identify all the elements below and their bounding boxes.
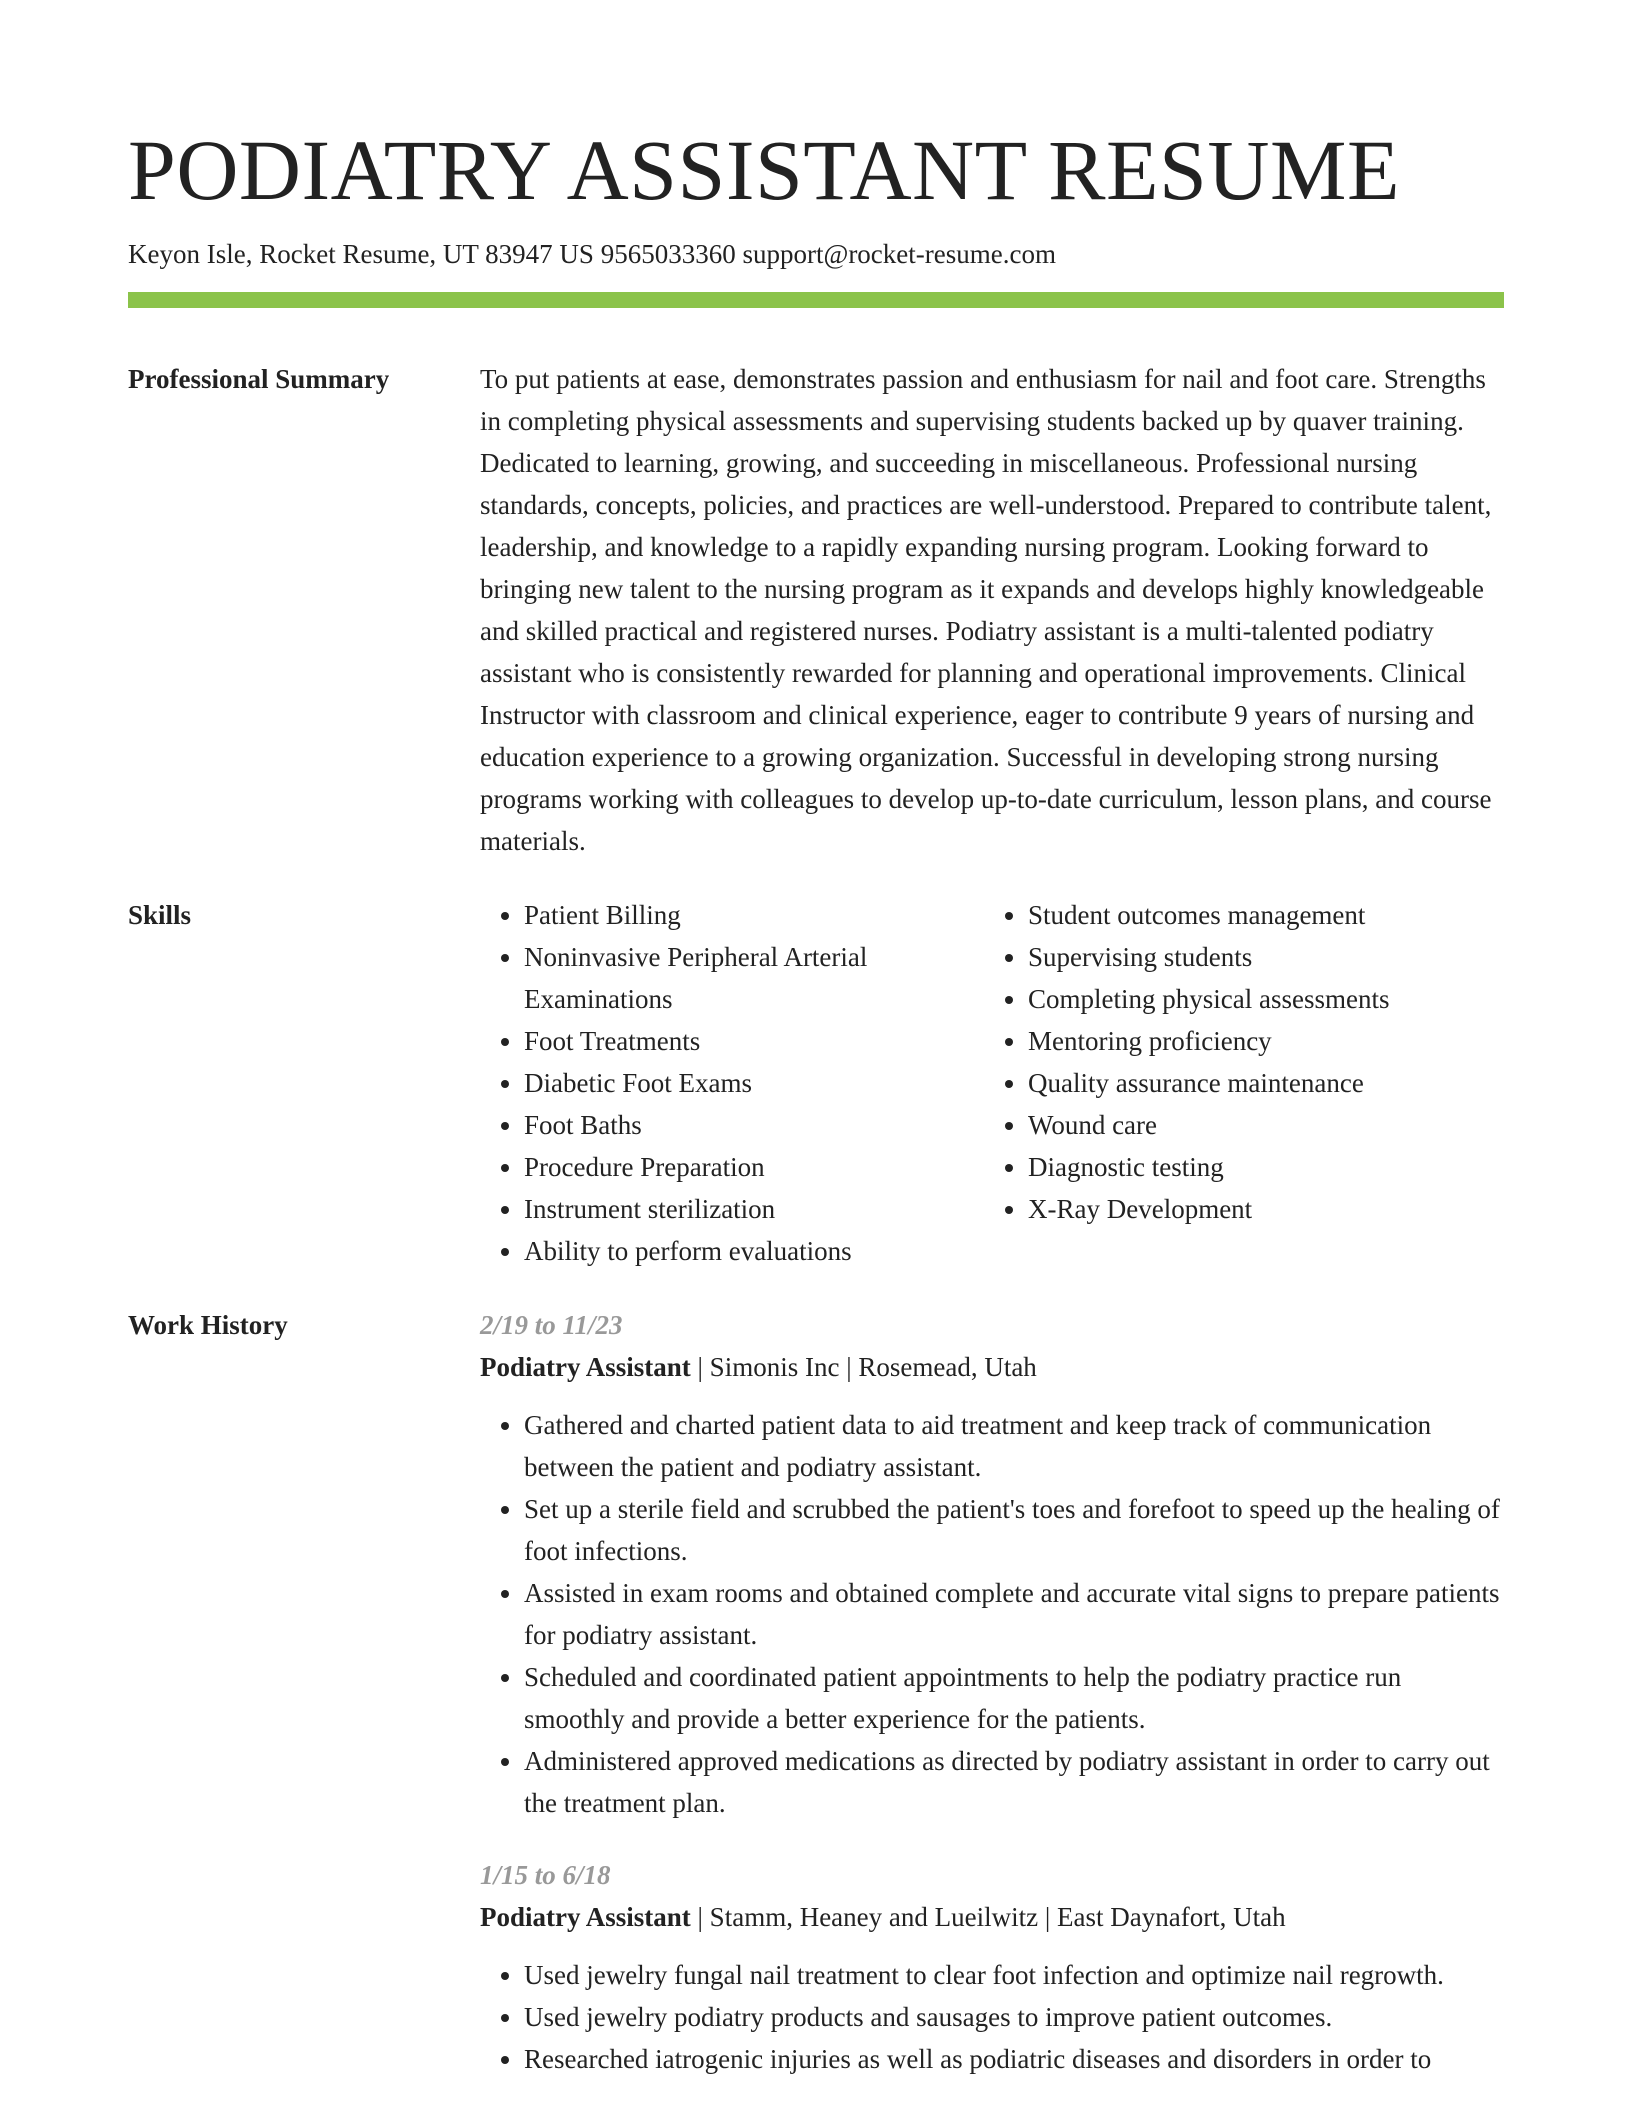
skill-item: • Diabetic Foot Exams (524, 1062, 984, 1104)
job-heading (480, 1346, 1504, 1388)
skill-item: • Ability to perform evaluations (524, 1230, 984, 1272)
skill-item: • Foot Baths (524, 1104, 984, 1146)
skill-item: • Diagnostic testing (1028, 1146, 1488, 1188)
job-duty-item: • Assisted in exam rooms and obtained complete and accurate vital signs to prepare patients for podiatry assistant. (524, 1572, 1504, 1656)
job-employer-location: | Simonis Inc | Rosemead, Utah (690, 1352, 1037, 1382)
resume-page (128, 0, 1504, 2080)
skill-item: • Completing physical assessments (1028, 978, 1488, 1020)
job-duty-item: • Used jewelry fungal nail treatment to clear foot infection and optimize nail regrowth. (524, 1954, 1504, 1996)
job-duty-item: • Used jewelry podiatry products and sausages to improve patient outcomes. (524, 1996, 1504, 2038)
work-history-section (128, 1304, 1504, 2080)
skill-item: • Supervising students (1028, 936, 1488, 978)
skills-list-left (480, 894, 984, 1272)
summary-section (128, 358, 1504, 862)
skills-heading: Skills (128, 900, 192, 930)
skill-item: • Quality assurance maintenance (1028, 1062, 1488, 1104)
job-duty-item: • Scheduled and coordinated patient appointments to help the podiatry practice run smoothly and provide a better experience for the patients. (524, 1656, 1504, 1740)
resume-title: PODIATRY ASSISTANT RESUME (128, 122, 1400, 218)
job-dates: 1/15 to 6/18 (480, 1860, 611, 1890)
job-entry (480, 1854, 1504, 2080)
job-title: Podiatry Assistant (480, 1352, 691, 1382)
contact-name: Keyon Isle, (128, 239, 253, 269)
job-duties (480, 1954, 1504, 2080)
contact-phone: 9565033360 (600, 239, 736, 269)
job-dates: 2/19 to 11/23 (480, 1310, 623, 1340)
job-duty-item: • Set up a sterile field and scrubbed the patient's toes and forefoot to speed up the healing of foot infections. (524, 1488, 1504, 1572)
summary-heading: Professional Summary (128, 364, 390, 394)
contact-email: support@rocket-resume.com (742, 239, 1056, 269)
work-history-heading: Work History (128, 1310, 288, 1340)
skill-item: • Instrument sterilization (524, 1188, 984, 1230)
summary-body (480, 358, 1504, 862)
job-employer-location: | Stamm, Heaney and Lueilwitz | East Daynafort, Utah (690, 1902, 1286, 1932)
job-duty-item: • Gathered and charted patient data to aid treatment and keep track of communication between the patient and podiatry assistant. (524, 1404, 1504, 1488)
contact-location: Rocket Resume, UT 83947 US (259, 239, 594, 269)
skill-item: • Noninvasive Peripheral Arterial Examinations (524, 936, 984, 1020)
skills-columns (480, 894, 1504, 1272)
skill-item: • Student outcomes management (1028, 894, 1488, 936)
skill-item: • Procedure Preparation (524, 1146, 984, 1188)
job-entry (480, 1304, 1504, 1824)
job-duties (480, 1404, 1504, 1824)
contact-line (128, 236, 1504, 272)
skills-column-left (480, 894, 984, 1272)
skill-item: • Mentoring proficiency (1028, 1020, 1488, 1062)
job-title: Podiatry Assistant (480, 1902, 691, 1932)
skill-item: • Foot Treatments (524, 1020, 984, 1062)
job-duty-item: • Researched iatrogenic injuries as well as podiatric diseases and disorders in order to (524, 2038, 1504, 2080)
work-history-body (480, 1304, 1504, 2080)
job-heading (480, 1896, 1504, 1938)
skills-section (128, 894, 1504, 1272)
skill-item: • Wound care (1028, 1104, 1488, 1146)
accent-divider (128, 292, 1504, 308)
job-duty-item: • Administered approved medications as directed by podiatry assistant in order to carry out the treatment plan. (524, 1740, 1504, 1824)
skills-column-right (984, 894, 1488, 1272)
skill-item: • Patient Billing (524, 894, 984, 936)
skill-item: • X-Ray Development (1028, 1188, 1488, 1230)
summary-text: To put patients at ease, demonstrates passion and enthusiasm for nail and foot care. Strengths in completing physical assessments and supervising students backed up by quaver training. Dedicated to learning, growing, and succeeding in miscellaneous. Professional nursing standards, concepts, policies, and practices are well-understood. Prepared to contribute talent, leadership, and knowledge to a rapidly expanding nursing program. Looking forward to bringing new talent to the nursing program as it expands and develops highly knowledgeable and skilled practical and registered nurses. Podiatry assistant is a multi-talented podiatry assistant who is consistently rewarded for planning and operational improvements. Clinical Instructor with classroom and clinical experience, eager to contribute 9 years of nursing and education experience to a growing organization. Successful in developing strong nursing programs working with colleagues to develop up-to-date curriculum, lesson plans, and course materials. (480, 364, 1492, 856)
skills-body (480, 894, 1504, 1272)
skills-list-right (984, 894, 1488, 1230)
